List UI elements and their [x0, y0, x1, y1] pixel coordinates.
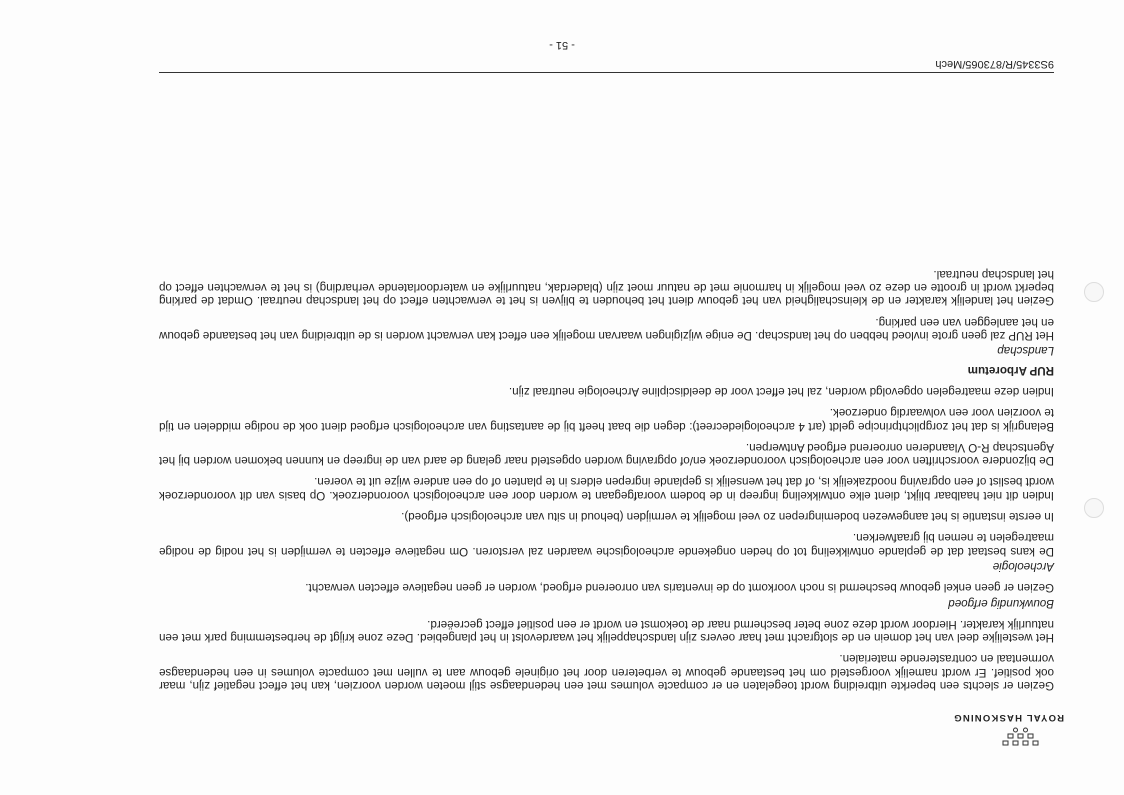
punch-hole-icon	[1084, 498, 1104, 518]
section-heading-landschap: Landschap	[997, 344, 1054, 358]
paragraph: Gezien er geen enkel gebouw beschermd is noch voorkomt op de inventaris van onroerend erfgoed, worden er geen negatieve effecten verwacht.	[305, 581, 1054, 595]
punch-hole-icon	[1084, 282, 1104, 302]
paragraph: De bijzondere voorschriften voor een archeologisch vooronderzoek en/of opgraving worden opgesteld naar gelang de aard van de ingreep en kunnen bekomen worden bij het Agentschap R-O Vlaanderen onroerend erfgoed Antwerpen.	[159, 440, 1054, 468]
page-number: - 51 -	[549, 39, 575, 51]
paragraph: De kans bestaat dat de geplande ontwikkeling tot op heden ongekende archeologische waarden zal verstoren. Om negatieve effecten te vermijden is het nodig de nodige maatregelen te nemen bij graafwerken.	[159, 531, 1054, 558]
paragraph: Het RUP zal geen grote invloed hebben op het landschap. De enige wijzigingen waarvan mogelijk een effect kan verwacht worden is de uitbreiding van het bestaande gebouw en het aanleggen van een parking.	[159, 315, 1054, 343]
paragraph: Het westelijke deel van het domein en de slotgracht met haar oevers zijn landschappelijk het waardevolst in het plangebied. Deze zone krijgt de herbestemming park met een natuurlijk karakter. Hierdoor wordt deze zone beter beschermd naar de toekomst en wordt er een positief effect gecreëerd.	[159, 617, 1054, 645]
paragraph: Indien dit niet haalbaar blijkt, dient elke ontwikkeling ingreep in de bodem voorafgegaan te worden door een archeologisch vooronderzoek. Op basis van dit vooronderzoek wordt beslist of een opgraving noodzakelijk is, of dat het wenselijk is geplande ingrepen elders in te planten of op een andere wijze uit te voeren.	[159, 475, 1054, 502]
section-heading-archeologie: Archeologie	[992, 559, 1054, 573]
document-reference: 9S3345/R/873065/Mech	[935, 58, 1054, 70]
section-heading-rup-arboretum: RUP Arboretum	[967, 363, 1054, 377]
royal-haskoning-logo	[944, 712, 1064, 747]
paragraph: In eerste instantie is het aangewezen bodemingrepen zo veel mogelijk te vermijden (behoud in situ van archeologisch erfgoed).	[401, 510, 1054, 524]
footer-divider	[159, 72, 1054, 73]
document-body	[159, 260, 1054, 692]
section-heading-bouwkundig-erfgoed: Bouwkundig erfgoed	[948, 596, 1054, 610]
logo-text: ROYAL HASKONING	[953, 712, 1064, 723]
logo-mark-icon	[982, 725, 1042, 747]
paragraph: Indien deze maatregelen opgevolgd worden, zal het effect voor de deeldiscipline Archeologie neutraal zijn.	[508, 384, 1054, 398]
paragraph: Gezien het landelijk karakter en de kleinschaligheid van het gebouw dient het behouden te blijven is het te verwachten effect op het landschap neutraal. Omdat de parking beperkt wordt in grootte en deze zo veel mogelijk in harmonie met de natuur moet zijn (bladerdak, natuurlijke en waterdoorlatende verharding) is het te verwachten effect op het landschap neutraal.	[159, 267, 1054, 308]
paragraph: Belangrijk is dat het zorgplichtprincipe geldt (art 4 archeologiedecreet): degen die baat heeft bij de aantasting van archeologisch erfgoed dient ook de nodige middelen en tijd te voorzien voor een volwaardig onderzoek.	[159, 406, 1054, 433]
paragraph: Gezien er slechts een beperkte uitbreiding wordt toegelaten en er compacte volumes met een hedendaagse stijl moeten worden voorzien, kan het effect negatief zijn, maar ook positief. Er wordt namelijk voorgesteld om het bestaande gebouw te verbeteren door het originele gebouw aan te vullen met compacte volumes in een hedendaagse vormentaal en contrasterende materialen.	[159, 652, 1054, 692]
